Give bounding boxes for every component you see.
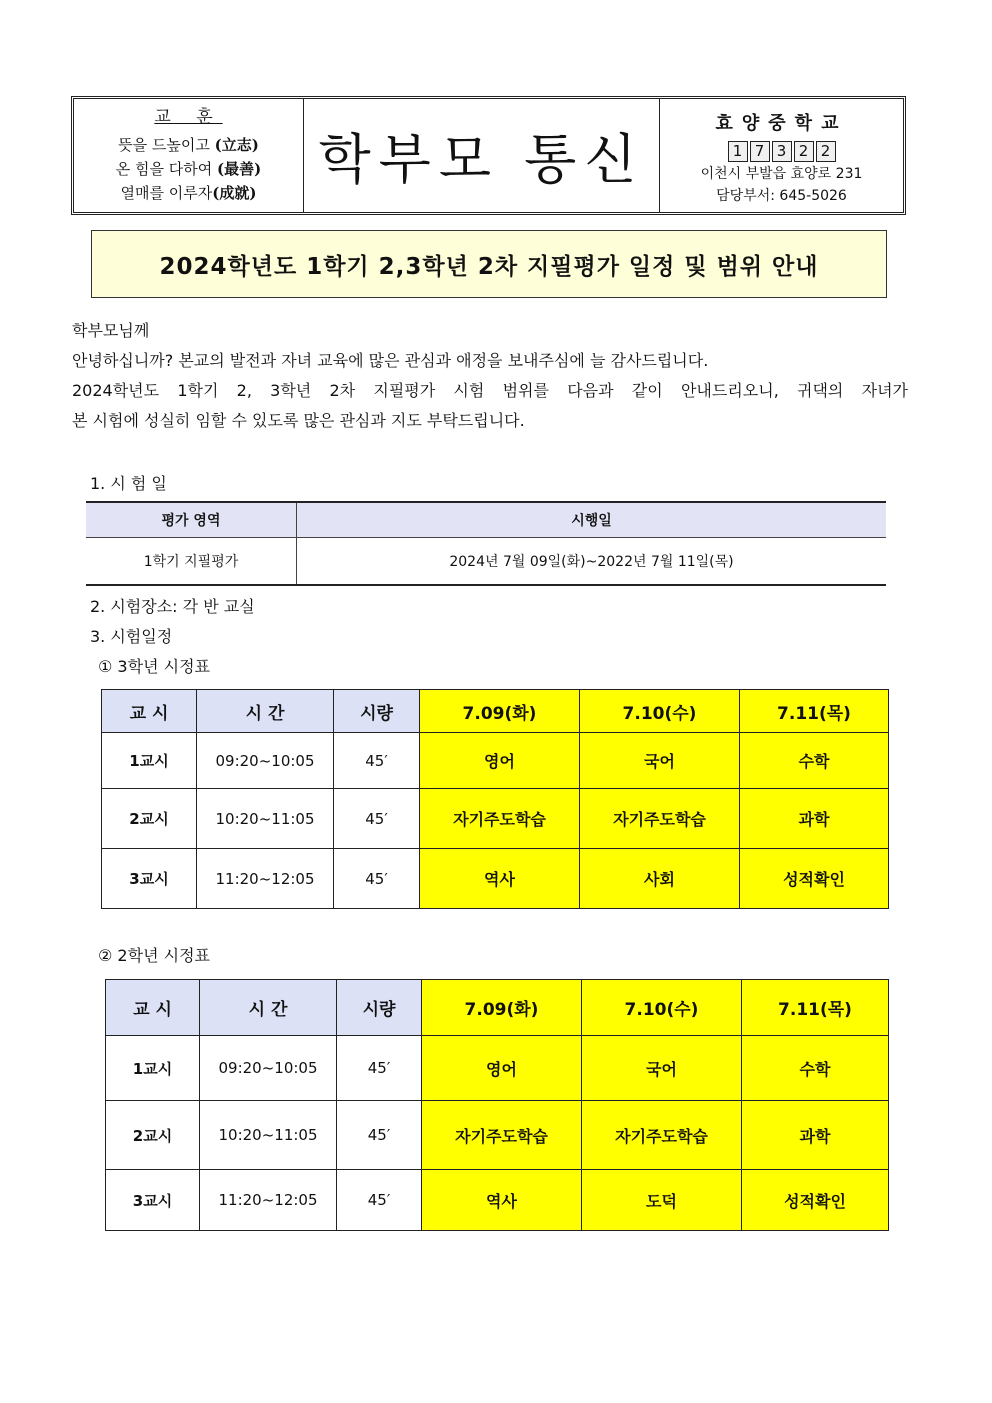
table-cell: 과학: [740, 789, 889, 849]
table-cell: 45′: [337, 1170, 422, 1231]
column-header: 7.11(목): [742, 980, 889, 1036]
table-cell: 국어: [582, 1036, 742, 1101]
table-cell: 자기주도학습: [582, 1101, 742, 1170]
grade2-schedule-table: [105, 979, 889, 1231]
newsletter-header: [71, 96, 906, 215]
table-cell: 과학: [742, 1101, 889, 1170]
table-cell: 45′: [334, 789, 420, 849]
motto-title: 교 훈: [154, 107, 223, 127]
section-heading: 3. 시험일정: [90, 627, 173, 646]
table-cell: 국어: [580, 733, 740, 789]
school-motto: [74, 99, 304, 212]
table-cell: 1교시: [102, 733, 197, 789]
table-cell: 11:20~12:05: [200, 1170, 337, 1231]
column-header: 시량: [334, 690, 420, 733]
motto-line: 뜻을 드높이고 (立志): [118, 136, 259, 154]
table-cell: 10:20~11:05: [197, 789, 334, 849]
table-cell: 45′: [334, 733, 420, 789]
column-header: 시량: [337, 980, 422, 1036]
intro-line: 본 시험에 성실히 임할 수 있도록 많은 관심과 지도 부탁드립니다.: [72, 411, 525, 430]
column-header: 교 시: [102, 690, 197, 733]
table-row: [106, 1101, 889, 1170]
table-cell: 자기주도학습: [422, 1101, 582, 1170]
table-row: [106, 1036, 889, 1101]
table-cell: 영어: [420, 733, 580, 789]
table-cell: 성적확인: [742, 1170, 889, 1231]
table-cell: 도덕: [582, 1170, 742, 1231]
table-cell: 45′: [337, 1101, 422, 1170]
school-info: [660, 99, 903, 212]
table-header-row: [102, 690, 889, 733]
column-header: 7.11(목): [740, 690, 889, 733]
subsection-heading: ① 3학년 시정표: [98, 657, 210, 676]
table-cell: 수학: [742, 1036, 889, 1101]
table-row: [86, 538, 886, 586]
motto-line: 열매를 이루자(成就): [120, 184, 257, 202]
table-cell: 09:20~10:05: [200, 1036, 337, 1101]
column-header: 시 간: [197, 690, 334, 733]
greeting: 학부모님께: [72, 321, 150, 340]
intro-line: 안녕하십니까? 본교의 발전과 자녀 교육에 많은 관심과 애정을 보내주심에 늘 감사드립니다.: [72, 351, 709, 370]
column-header: 7.10(수): [582, 980, 742, 1036]
department-phone: 담당부서: 645-5026: [716, 188, 847, 204]
column-header: 평가 영역: [86, 502, 297, 538]
table-cell: 2교시: [102, 789, 197, 849]
table-cell: 10:20~11:05: [200, 1101, 337, 1170]
table-row: [102, 849, 889, 909]
table-cell: 수학: [740, 733, 889, 789]
table-cell: 1교시: [106, 1036, 200, 1101]
table-row: [102, 733, 889, 789]
section-heading: 2. 시험장소: 각 반 교실: [90, 597, 255, 616]
section-heading: 1. 시 험 일: [90, 474, 167, 493]
table-row: [106, 1170, 889, 1231]
table-cell: 11:20~12:05: [197, 849, 334, 909]
table-cell: 2024년 7월 09일(화)~2022년 7월 11일(목): [297, 538, 887, 586]
table-header-row: [106, 980, 889, 1036]
table-cell: 사회: [580, 849, 740, 909]
column-header: 7.09(화): [420, 690, 580, 733]
column-header: 7.09(화): [422, 980, 582, 1036]
column-header: 시 간: [200, 980, 337, 1036]
table-cell: 역사: [422, 1170, 582, 1231]
document-title: 2024학년도 1학기 2,3학년 2차 지필평가 일정 및 범위 안내: [91, 230, 887, 298]
school-address: 이천시 부발읍 효양로 231: [700, 166, 863, 182]
intro-line: 2024학년도 1학기 2, 3학년 2차 지필평가 시험 범위를 다음과 같이 안내드리오니, 귀댁의 자녀가: [72, 381, 908, 400]
table-cell: 3교시: [102, 849, 197, 909]
grade3-schedule-table: [101, 689, 889, 909]
table-cell: 영어: [422, 1036, 582, 1101]
motto-line: 온 힘을 다하여 (最善): [115, 160, 262, 178]
table-header-row: [86, 502, 886, 538]
intro-text: [72, 316, 912, 436]
postal-code: 1 7 3 2 2: [660, 141, 903, 162]
newsletter-title: 학부모 통신: [304, 99, 660, 212]
table-cell: 역사: [420, 849, 580, 909]
table-cell: 09:20~10:05: [197, 733, 334, 789]
table-cell: 1학기 지필평가: [86, 538, 297, 586]
column-header: 7.10(수): [580, 690, 740, 733]
exam-date-table: [86, 501, 886, 586]
column-header: 교 시: [106, 980, 200, 1036]
table-cell: 45′: [337, 1036, 422, 1101]
table-cell: 성적확인: [740, 849, 889, 909]
table-row: [102, 789, 889, 849]
column-header: 시행일: [297, 502, 887, 538]
table-cell: 자기주도학습: [580, 789, 740, 849]
table-cell: 2교시: [106, 1101, 200, 1170]
table-cell: 45′: [334, 849, 420, 909]
subsection-heading: ② 2학년 시정표: [98, 946, 210, 965]
school-name: 효양중학교: [715, 113, 848, 134]
table-cell: 3교시: [106, 1170, 200, 1231]
table-cell: 자기주도학습: [420, 789, 580, 849]
